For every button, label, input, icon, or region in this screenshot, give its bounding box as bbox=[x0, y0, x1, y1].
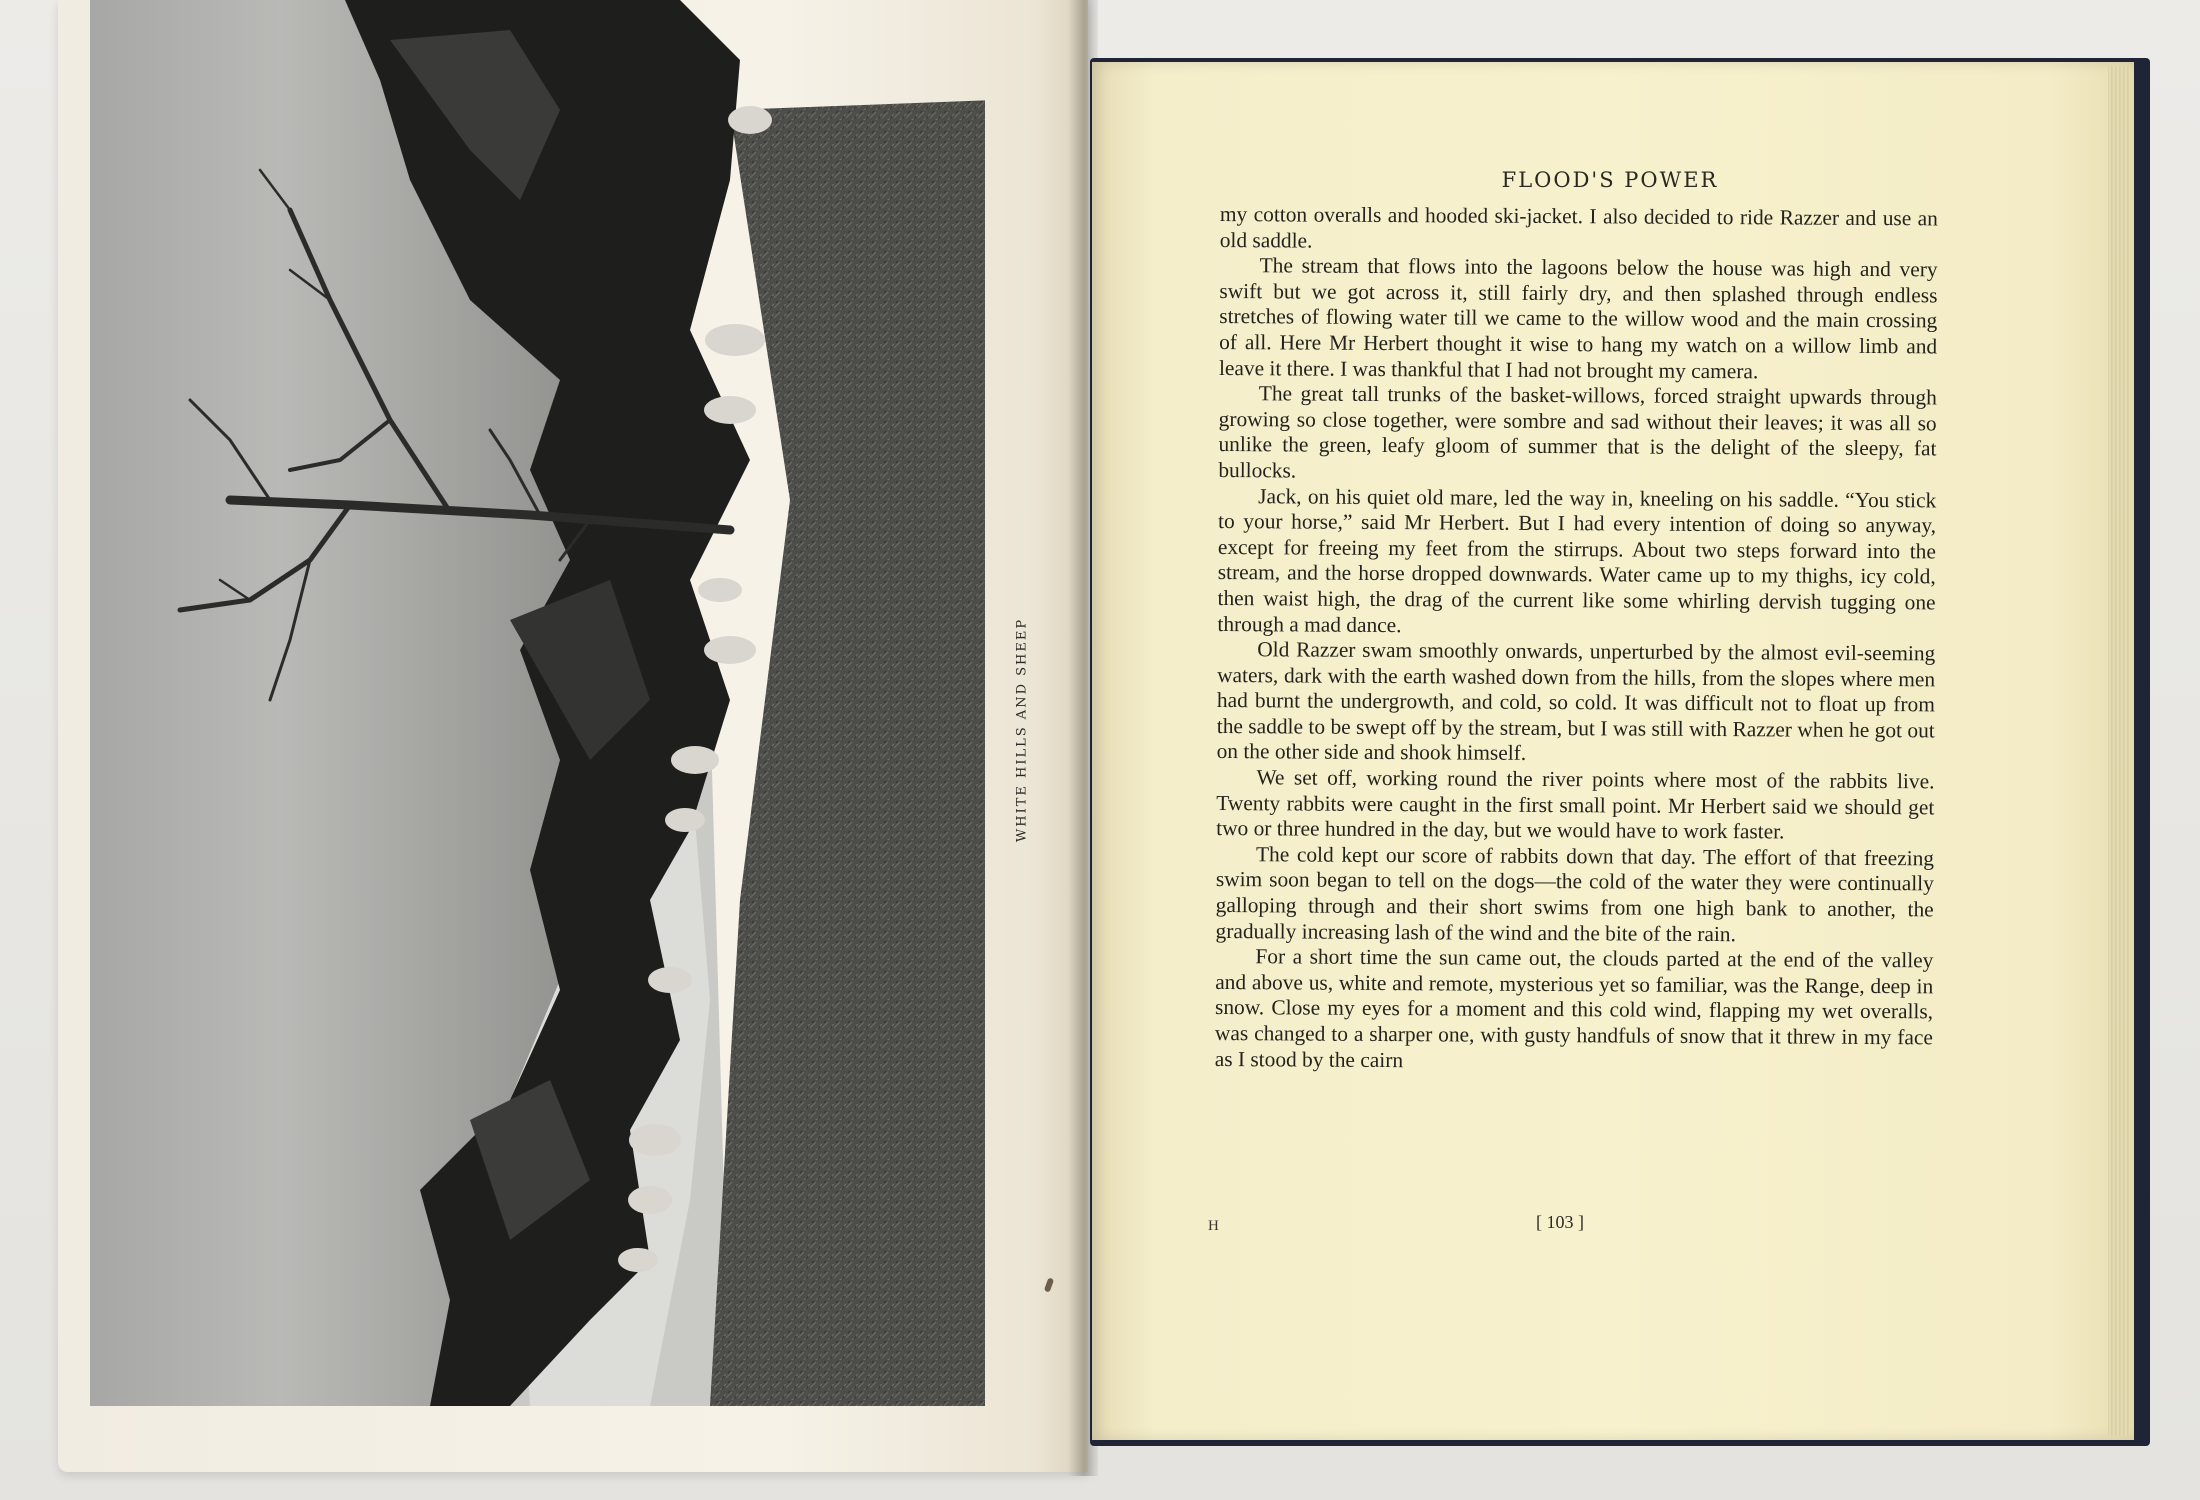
page-number: [ 103 ] bbox=[1536, 1212, 1584, 1232]
paragraph: We set off, working round the river points where most of the rabbits live. Twenty rabbits were caught in the first small point. Mr Herbert said we should get two or three hundred in the day, but we would have to work faster. bbox=[1216, 765, 1935, 844]
plate-photograph bbox=[90, 0, 985, 1406]
plate-caption-text: WHITE HILLS AND SHEEP bbox=[1014, 617, 1030, 843]
paragraph: For a short time the sun came out, the clouds parted at the end of the valley and above us, white and remote, mysterious yet so familiar, was the Range, deep in snow. Close my eyes for a moment and this cold wind, flapping my wet overalls, was changed to a sharper one, with gusty handfuls of snow that it threw in my face as I stood by the cairn bbox=[1214, 944, 1934, 1072]
paragraph: my cotton overalls and hooded ski-jacket. I also decided to ride Razzer and use an old saddle. bbox=[1219, 202, 1938, 253]
signature-mark: H bbox=[1208, 1218, 1219, 1234]
paragraph: The stream that flows into the lagoons below the house was high and very swift but we got across it, still fairly dry, and then splashed through endless stretches of flowing water till we came to the willow wood and the main crossing of all. Here Mr Herbert thought it wise to hang my watch on a willow limb and leave it there. I was thankful that I had not brought my camera. bbox=[1218, 253, 1938, 383]
paragraph: The great tall trunks of the basket-willows, forced straight upwards through growing so close together, were sombre and sad without their leaves; it was all so unlike the green, leafy gloom of summer that is the delight of the sleepy, fat bullocks. bbox=[1218, 381, 1937, 483]
body-text bbox=[1215, 202, 1938, 1077]
paragraph: The cold kept our score of rabbits down that day. The effort of that freezing swim soon began to tell on the dogs—the cold of the water they were continually galloping through and their short swims from one high bank to another, the gradually increasing lash of the wind and the bite of the rain. bbox=[1215, 842, 1935, 946]
landscape-photo-image bbox=[90, 0, 985, 1406]
page-block-edges bbox=[2108, 66, 2130, 1436]
plate-caption bbox=[1002, 600, 1042, 860]
paragraph: Old Razzer swam smoothly onwards, unperturbed by the almost evil-seeming waters, dark with the earth washed down from the hills, from the slopes where men had burnt the undergrowth, and cold, so cold. It was difficult not to float up from the saddle to be swept off by the stream, but I was still with Razzer when he got out on the other side and shook himself. bbox=[1216, 637, 1936, 766]
paragraph: Jack, on his quiet old mare, led the way in, kneeling on his saddle. “You stick to your horse,” said Mr Herbert. But I had every intention of doing so anyway, except for freeing my feet from the stirrups. About two steps forward into the stream, and the horse dropped downwards. Water came up to my thighs, icy cold, then waist high, the drag of the current like some whirling dervish tugging one through a mad dance. bbox=[1217, 483, 1937, 637]
running-head: FLOOD'S POWER bbox=[1501, 168, 1719, 192]
